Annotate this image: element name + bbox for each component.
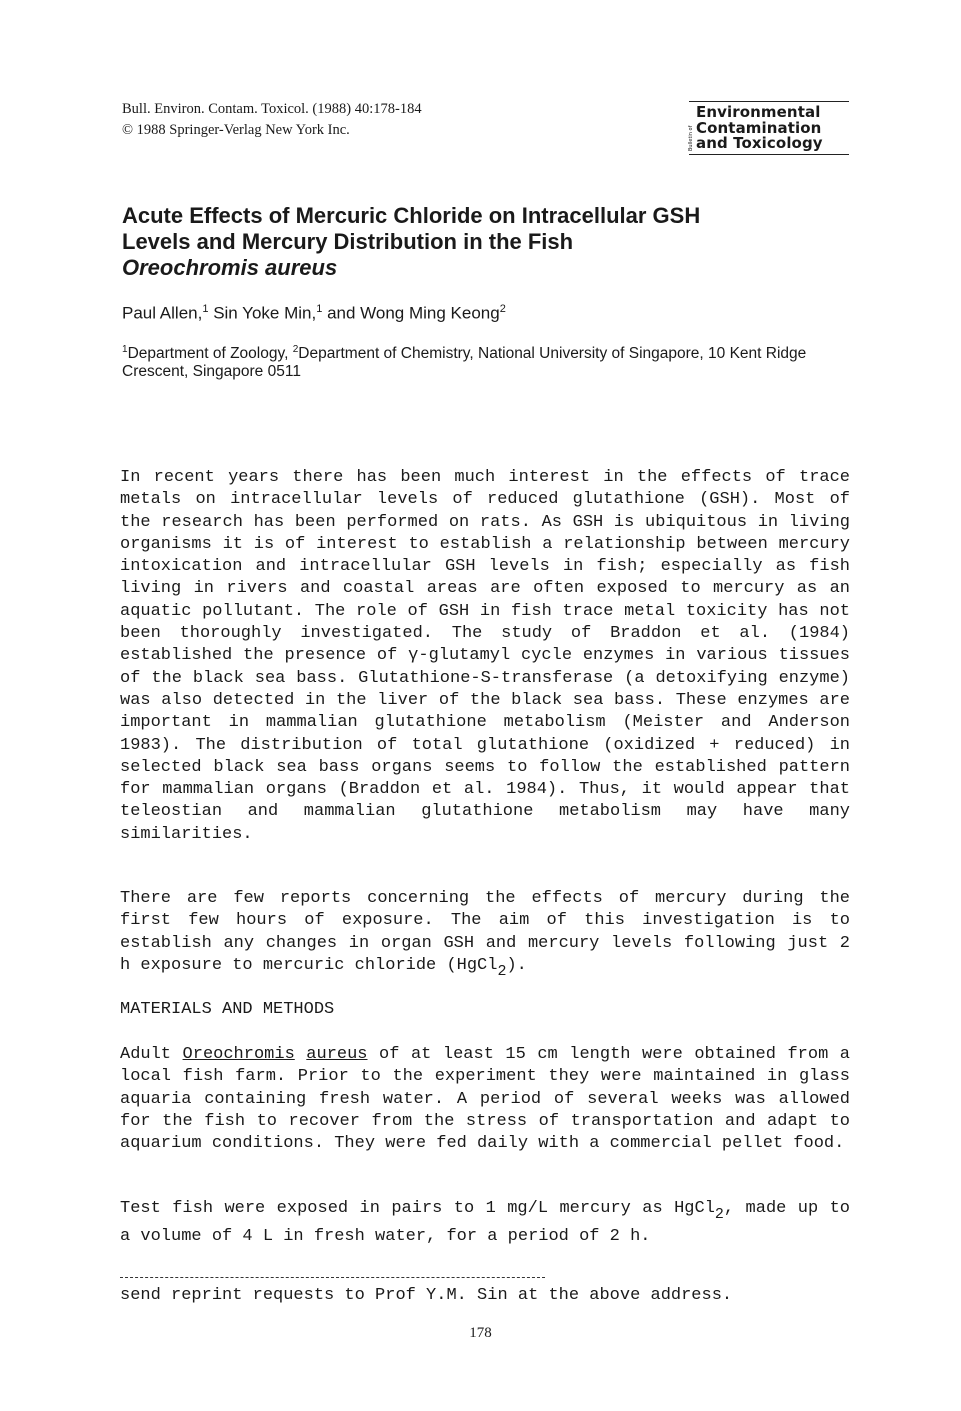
- affiliation-marker: 1: [316, 303, 323, 315]
- paragraph-text-segment: There are few reports concerning the effects of mercury during the first few hours of exposure. The aim of this investigation is to establish any changes in organ GSH and mercury levels following just 2 h exposure to mercuric chloride (HgCl: [120, 889, 850, 975]
- logo-text: [696, 105, 823, 152]
- methods-paragraph-1: [120, 1044, 850, 1155]
- subscript: 2: [714, 1206, 724, 1223]
- affiliations: [122, 341, 822, 381]
- paragraph-text-segment: Adult: [120, 1045, 183, 1064]
- page-number: 178: [469, 1325, 492, 1341]
- affiliation-marker: 2: [292, 344, 299, 355]
- paragraph-text: In recent years there has been much interest in the effects of trace metals on intracellular levels of reduced glutathione (GSH). Most of the research has been performed on rats. As GSH is ubiquitous in living organisms it is of interest to establish a relationship between mercury intoxication and intracellular GSH levels in fish; especially as fish living in rivers and coastal areas are often exposed to mercury as an aquatic pollutant. The role of GSH in fish trace metal toxicity has not been thoroughly investigated. The study of Braddon et al. (1984) established the presence of γ-glutamyl cycle enzymes in various tissues of the black sea bass. Glutathione-S-transferase (a detoxifying enzyme) was also detected in the liver of the black sea bass. These enzymes are important in mammalian glutathione metabolism (Meister and Anderson 1983). The distribution of total glutathione (oxidized + reduced) in selected black sea bass organs seems to follow the established pattern for mammalian organs (Braddon et al. 1984). Thus, it would appear that teleostian and mammalian glutathione metabolism may have many similarities.: [120, 468, 850, 844]
- species-genus: Oreochromis: [182, 1045, 295, 1064]
- paragraph-text-segment: , made up to a volume of 4 L in fresh water, for a period of 2 h.: [120, 1199, 850, 1247]
- logo-rule-top: [689, 101, 849, 102]
- affiliation-marker: 1: [122, 344, 128, 355]
- paragraph-text: [120, 1198, 850, 1249]
- journal-logo: [689, 101, 849, 155]
- copyright-line: © 1988 Springer-Verlag New York Inc.: [122, 122, 350, 138]
- logo-side-text: Bulletin of: [688, 125, 694, 151]
- paragraph-text-segment: of at least 15 cm length were obtained from a local fish farm. Prior to the experiment they were maintained in glass aquaria containing fresh water. A period of several weeks was allowed for the fish to recover from the stress of transportation and adapt to aquarium conditions. They were fed daily with a commercial pellet food.: [120, 1045, 851, 1154]
- logo-rule-bottom: [689, 154, 849, 155]
- citation-line: Bull. Environ. Contam. Toxicol. (1988) 40:178-184: [122, 101, 422, 117]
- author-name: and Wong Ming Keong: [322, 303, 500, 323]
- paper-title: [122, 203, 842, 281]
- title-line-2: Levels and Mercury Distribution in the Fish: [122, 229, 574, 254]
- title-line-1: Acute Effects of Mercuric Chloride on Intracellular GSH: [122, 203, 701, 228]
- logo-line-1: Environmental: [696, 103, 821, 121]
- affiliation-text: Department of Chemistry, National University of Singapore, 10 Kent Ridge Crescent, Singapore 0511: [122, 345, 807, 381]
- paragraph-text: [120, 1044, 850, 1155]
- footnote: send reprint requests to Prof Y.M. Sin at the above address.: [120, 1286, 733, 1305]
- citation-block: [122, 99, 422, 141]
- subscript: 2: [497, 962, 507, 980]
- paragraph-text-segment: ).: [506, 955, 527, 975]
- paragraph-text: [120, 888, 850, 983]
- affiliation-marker: 2: [499, 303, 506, 315]
- intro-paragraph-2: [120, 888, 850, 983]
- intro-paragraph-1: [120, 467, 850, 846]
- footnote-divider: [120, 1277, 545, 1278]
- paragraph-text-segment: Test fish were exposed in pairs to 1 mg/L mercury as HgCl: [120, 1199, 715, 1218]
- logo-line-2: Contamination: [696, 118, 822, 137]
- affiliation-marker: 1: [202, 303, 209, 315]
- affiliation-text: Department of Zoology,: [127, 345, 293, 363]
- author-name: Paul Allen,: [122, 303, 203, 323]
- author-list: [122, 298, 506, 325]
- methods-paragraph-2: [120, 1198, 850, 1249]
- logo-line-3: and Toxicology: [696, 134, 823, 152]
- paragraph-text-segment: [295, 1045, 307, 1064]
- species-epithet: aureus: [306, 1045, 368, 1064]
- title-species: Oreochromis aureus: [122, 255, 338, 280]
- section-heading: MATERIALS AND METHODS: [120, 1000, 335, 1019]
- author-name: Sin Yoke Min,: [208, 303, 317, 323]
